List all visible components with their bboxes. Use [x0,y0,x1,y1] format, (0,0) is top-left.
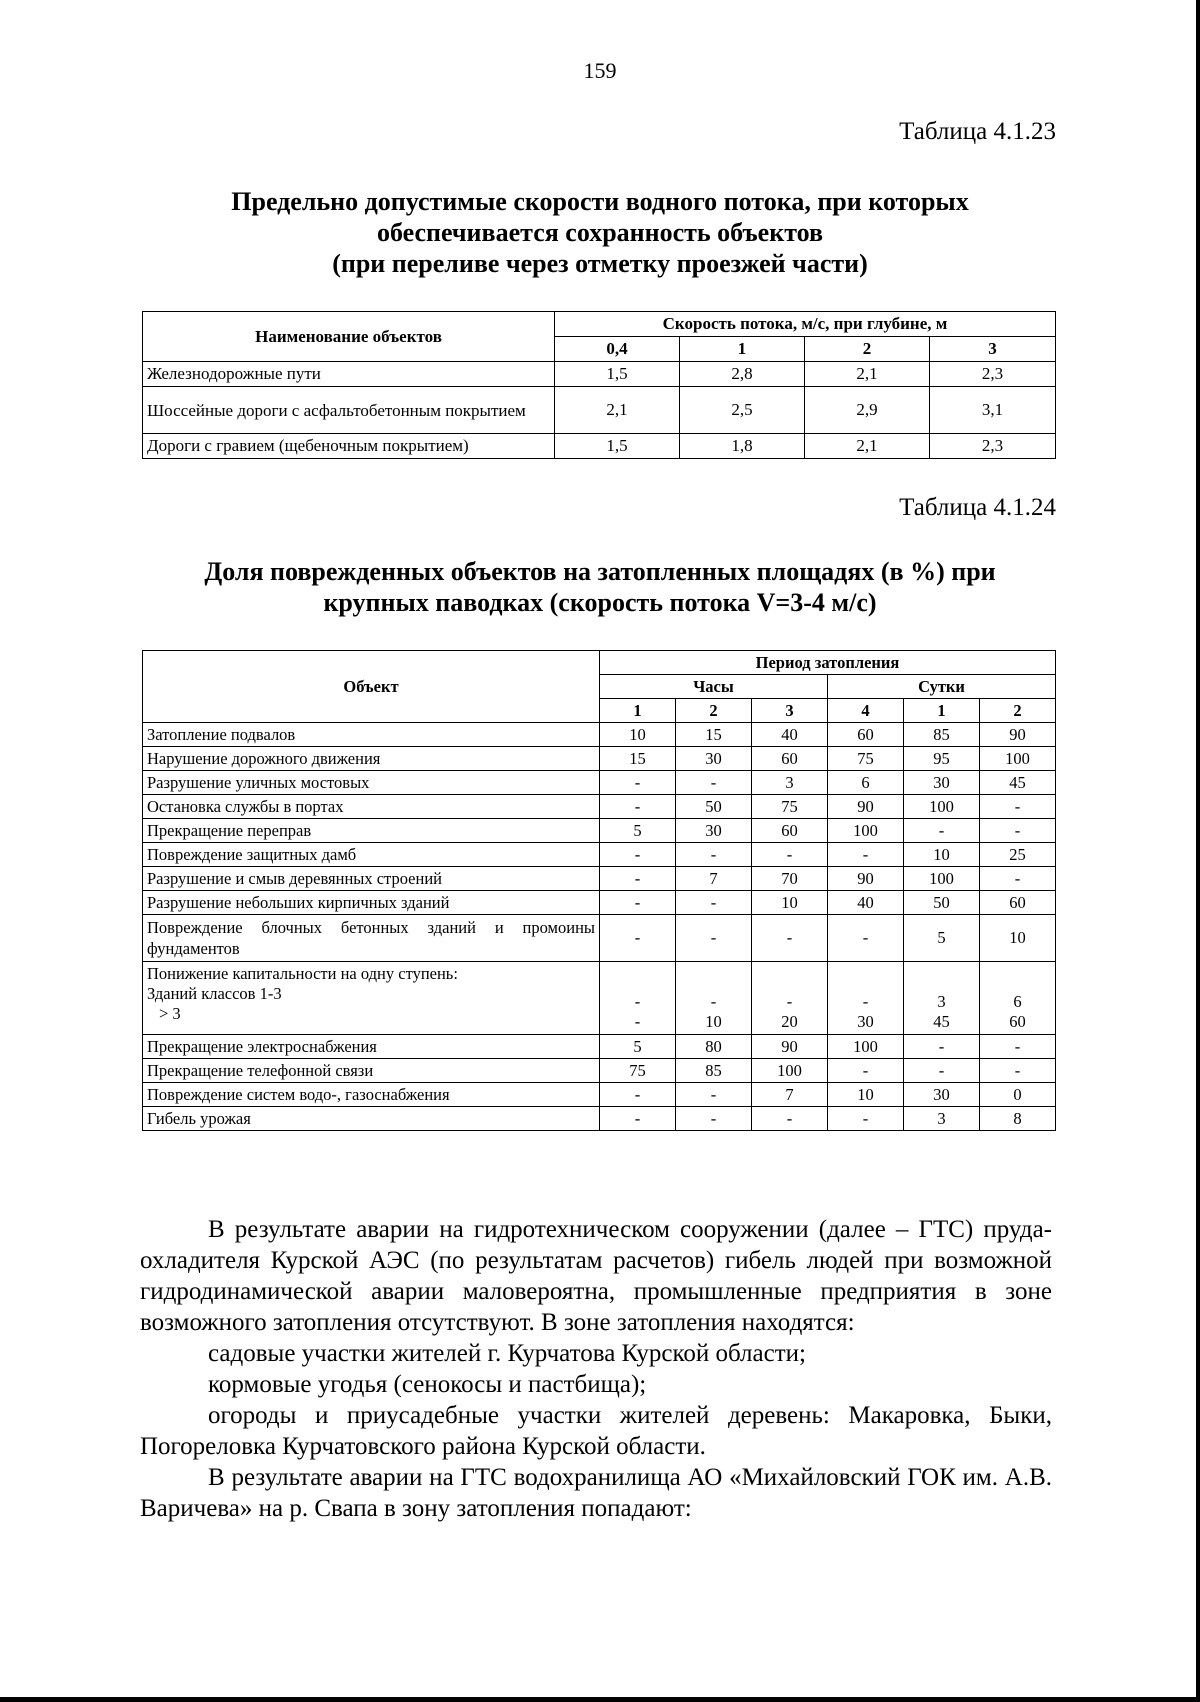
cell-value: 10 [980,915,1056,962]
cell-value: 30 [676,819,752,843]
cell-value: 60 [752,819,828,843]
cell-value: 60 [752,747,828,771]
cell-value: 100 [828,1035,904,1059]
row-name: Прекращение переправ [143,819,600,843]
cell-value: 60 [828,723,904,747]
cell-value: 90 [752,1035,828,1059]
cell-value: - [980,1035,1056,1059]
table-row [143,1035,1056,1059]
cell-value: 85 [904,723,980,747]
row-name: Повреждение блочных бетонных зданий и промоины фундаментов [143,915,600,962]
cell-value: 100 [828,819,904,843]
cell-value [676,962,752,1035]
cell-value-2: 30 [857,1012,874,1031]
cell-value-2: - [634,1012,641,1031]
cell-value: 10 [828,1083,904,1107]
cell-value: 75 [600,1059,676,1083]
cell-value: 90 [828,867,904,891]
cell-value: 6 [828,771,904,795]
row-name: Затопление подвалов [143,723,600,747]
cell-value: 3 [904,1107,980,1131]
cell-value: - [828,1059,904,1083]
table-row [143,1083,1056,1107]
table1-header-speed: Скорость потока, м/с, при глубине, м [555,312,1056,337]
cell-value: - [600,1107,676,1131]
cell-value: 85 [676,1059,752,1083]
table1-title-line: Предельно допустимые скорости водного потока, при которых [231,187,969,216]
table1-depth-header: 2 [805,337,930,362]
cell-value: 3,1 [930,387,1056,434]
cell-value: - [676,891,752,915]
cell-value: 100 [752,1059,828,1083]
capital-row-title: Понижение капитальности на одну ступень: [147,964,458,983]
row-name: Повреждение систем водо-, газоснабжения [143,1083,600,1107]
scan-edge-right [1196,0,1200,1702]
row-name: Прекращение электроснабжения [143,1035,600,1059]
cell-value: - [828,1107,904,1131]
table1-title-line: обеспечивается сохранность объектов [376,218,824,247]
table-row [143,962,1056,1035]
cell-value: 40 [828,891,904,915]
cell-value: 2,3 [930,362,1056,387]
cell-value: - [600,1083,676,1107]
cell-value: 30 [904,771,980,795]
cell-value: 2,8 [680,362,805,387]
cell-value: 7 [676,867,752,891]
table2-col-header: 3 [752,699,828,723]
table-row [143,747,1056,771]
cell-value [904,962,980,1035]
cell-value: 1,8 [680,434,805,459]
cell-value [752,962,828,1035]
table-row [143,891,1056,915]
row-name: Шоссейные дороги с асфальтобетонным покрытием [143,387,555,434]
cell-value: - [904,819,980,843]
table1-header-object: Наименование объектов [143,312,555,362]
cell-value: - [600,843,676,867]
cell-value: 1,5 [555,434,680,459]
body-text [140,1214,1052,1524]
cell-value: 2,3 [930,434,1056,459]
row-name: Гибель урожая [143,1107,600,1131]
cell-value: - [676,771,752,795]
cell-value-2: 10 [705,1012,722,1031]
cell-value: - [980,795,1056,819]
table2-title-line: крупных паводках (скорость потока V=3-4 м/с) [323,588,877,617]
table1-number: Таблица 4.1.23 [899,118,1056,145]
scan-edge-bottom [0,1697,1200,1702]
cell-value: 30 [904,1083,980,1107]
row-name: Нарушение дорожного движения [143,747,600,771]
cell-value: 75 [752,795,828,819]
cell-value: - [600,891,676,915]
table1-depth-header: 0,4 [555,337,680,362]
cell-value: - [752,915,828,962]
row-name [143,962,600,1035]
cell-value: 90 [828,795,904,819]
cell-value: 5 [904,915,980,962]
table2-header-days: Сутки [828,675,1056,699]
cell-value: 2,9 [805,387,930,434]
table1-title-line: (при переливе через отметку проезжей части) [332,249,868,278]
table2-col-header: 2 [980,699,1056,723]
list-item: огороды и приусадебные участки жителей деревень: Макаровка, Быки, Погореловка Курчатовского района Курской области. [140,1402,1052,1460]
table-row [143,771,1056,795]
table-row [143,819,1056,843]
cell-value: - [600,915,676,962]
cell-value: - [600,771,676,795]
paragraph: В результате аварии на ГТС водохранилища АО «Михайловский ГОК им. А.В. Варичева» на р. Свапа в зону затопления попадают: [140,1464,1052,1522]
table-row [143,867,1056,891]
table-row [143,723,1056,747]
cell-value: 2,1 [555,387,680,434]
cell-value: 2,1 [805,434,930,459]
row-name: Прекращение телефонной связи [143,1059,600,1083]
cell-value: - [600,867,676,891]
table-row [143,915,1056,962]
list-item: садовые участки жителей г. Курчатова Курской области; [208,1340,806,1367]
table-row [143,387,1056,434]
cell-value: 3 [752,771,828,795]
row-name: Разрушение уличных мостовых [143,771,600,795]
row-name: Разрушение небольших кирпичных зданий [143,891,600,915]
cell-value: - [676,843,752,867]
cell-value: 8 [980,1107,1056,1131]
table-row [143,843,1056,867]
cell-value: 7 [752,1083,828,1107]
capital-row-sub2: > 3 [159,1004,181,1023]
cell-value-1: - [862,992,869,1011]
cell-value: - [600,795,676,819]
table2-col-header: 1 [600,699,676,723]
cell-value: 95 [904,747,980,771]
cell-value: - [980,867,1056,891]
paragraph: В результате аварии на гидротехническом сооружении (далее – ГТС) пруда-охладителя Курской АЭС (по результатам расчетов) гибель людей при возможной гидродинамической аварии маловероятна, промышленные предприятия в зоне возможного затопления отсутствуют. В зоне затопления находятся: [140,1216,1052,1336]
table-row [143,1059,1056,1083]
cell-value: - [980,1059,1056,1083]
cell-value-2: 60 [1009,1012,1026,1031]
cell-value: 50 [676,795,752,819]
cell-value: 25 [980,843,1056,867]
cell-value: 90 [980,723,1056,747]
cell-value: 60 [980,891,1056,915]
cell-value: 0 [980,1083,1056,1107]
row-name: Железнодорожные пути [143,362,555,387]
cell-value: 50 [904,891,980,915]
cell-value: 100 [980,747,1056,771]
cell-value: 100 [904,795,980,819]
cell-value: - [904,1035,980,1059]
table-row [143,1107,1056,1131]
row-name: Дороги с гравием (щебеночным покрытием) [143,434,555,459]
cell-value: - [828,843,904,867]
table2-title-line: Доля поврежденных объектов на затопленных площадях (в %) при [204,557,996,586]
cell-value: - [980,819,1056,843]
cell-value: 15 [676,723,752,747]
table-row [143,795,1056,819]
cell-value: 15 [600,747,676,771]
cell-value: 5 [600,819,676,843]
table2-col-header: 4 [828,699,904,723]
cell-value-2: 20 [781,1012,798,1031]
page-number: 159 [583,58,617,83]
table-row [143,362,1056,387]
cell-value: 2,1 [805,362,930,387]
table1-depth-header: 1 [680,337,805,362]
cell-value: 40 [752,723,828,747]
cell-value-1: - [710,992,717,1011]
table1-depth-header: 3 [930,337,1056,362]
table2-number: Таблица 4.1.24 [899,494,1056,521]
row-name: Повреждение защитных дамб [143,843,600,867]
cell-value: 30 [676,747,752,771]
cell-value [600,962,676,1035]
row-name: Остановка службы в портах [143,795,600,819]
cell-value: - [752,843,828,867]
flood-damage-table [142,650,1056,1131]
cell-value: - [676,915,752,962]
row-name: Разрушение и смыв деревянных строений [143,867,600,891]
cell-value: - [904,1059,980,1083]
cell-value: 1,5 [555,362,680,387]
cell-value: 100 [904,867,980,891]
list-item: кормовые угодья (сенокосы и пастбища); [208,1371,647,1398]
capital-row-sub1: Зданий классов 1-3 [147,984,282,1003]
table-row [143,434,1056,459]
cell-value: 10 [904,843,980,867]
table2-title [100,556,1100,618]
speed-limits-table [142,311,1056,459]
table2-header-hours: Часы [600,675,828,699]
cell-value [980,962,1056,1035]
table2-col-header: 1 [904,699,980,723]
cell-value: 10 [600,723,676,747]
cell-value: - [752,1107,828,1131]
cell-value: - [676,1107,752,1131]
cell-value-1: - [634,992,641,1011]
cell-value: 2,5 [680,387,805,434]
cell-value-2: 45 [933,1012,950,1031]
cell-value: 10 [752,891,828,915]
cell-value: - [828,915,904,962]
cell-value: 70 [752,867,828,891]
cell-value-1: 6 [1013,992,1022,1011]
cell-value: 45 [980,771,1056,795]
cell-value-1: 3 [937,992,946,1011]
cell-value: 5 [600,1035,676,1059]
cell-value: 75 [828,747,904,771]
table2-header-period: Период затопления [600,651,1056,675]
cell-value: 80 [676,1035,752,1059]
table2-col-header: 2 [676,699,752,723]
cell-value-1: - [786,992,793,1011]
table1-title [100,186,1100,279]
cell-value: - [676,1083,752,1107]
table2-header-object: Объект [143,651,600,723]
cell-value [828,962,904,1035]
